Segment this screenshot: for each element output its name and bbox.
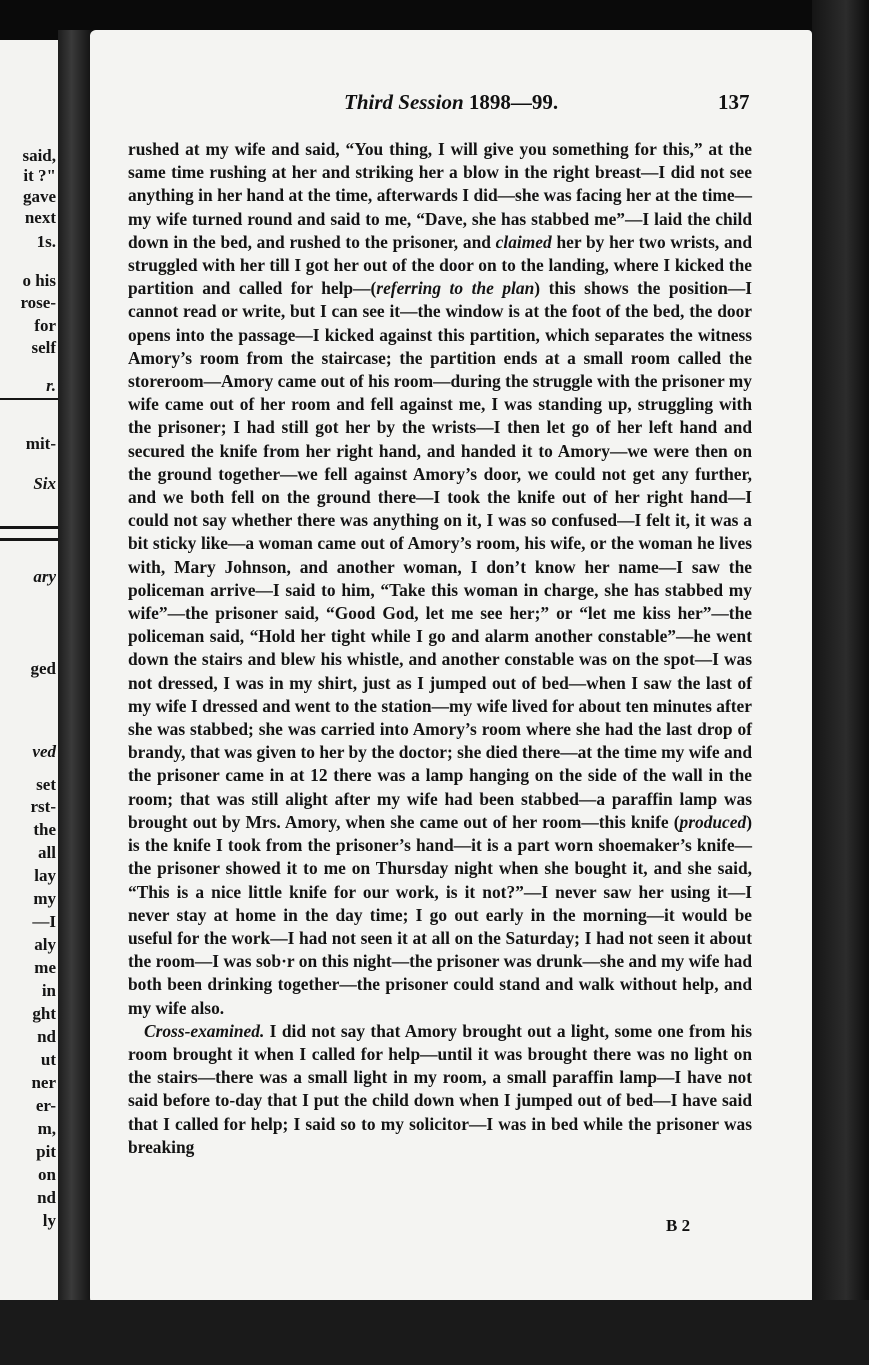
margin-fragment: 1s.	[36, 232, 56, 251]
margin-fragment: aly	[34, 935, 56, 954]
margin-fragment: on	[38, 1165, 56, 1184]
margin-fragment: —I	[32, 912, 56, 931]
book-gutter	[58, 30, 92, 1310]
cross-examination-text: I did not say that Amory brought out a light, some one from his room brought it when I called for help—until it was brought there was no light on the stairs—there was a small light in my room, a small paraffin lamp—I have not said before to-day that I put the child down when I jumped out of bed—I have said that I called for help; I said so to my solicitor—I was in bed while the prisoner was breaking	[128, 1020, 752, 1157]
margin-fragment: rst-	[30, 797, 56, 816]
margin-fragment: m,	[37, 1119, 56, 1138]
margin-fragment: pit	[36, 1142, 56, 1161]
margin-fragment: gave	[22, 187, 56, 206]
page-number: 137	[718, 90, 750, 114]
margin-rule	[0, 538, 58, 541]
italic-phrase-1: referring to the plan	[376, 278, 535, 299]
margin-fragment: all	[38, 843, 56, 862]
margin-fragment: for	[34, 316, 56, 335]
margin-fragment: o his	[22, 271, 56, 290]
margin-fragment: ved	[32, 742, 56, 761]
margin-fragment: er-	[35, 1096, 56, 1115]
running-head-title	[344, 90, 558, 115]
margin-fragment: Six	[33, 474, 56, 493]
margin-fragment: set	[36, 775, 56, 794]
margin-rule	[0, 526, 58, 529]
margin-fragment: nd	[37, 1188, 56, 1207]
margin-fragment: ly	[42, 1211, 56, 1230]
right-scan-edge	[812, 0, 869, 1365]
italic-phrase-0: claimed	[495, 231, 552, 252]
margin-fragment: ner	[31, 1073, 56, 1092]
cross-examined-label: Cross-examined.	[144, 1020, 265, 1041]
margin-fragment: me	[34, 958, 56, 977]
margin-fragment: ary	[33, 567, 56, 586]
margin-fragment: said,	[22, 146, 56, 165]
running-head	[90, 90, 812, 120]
body-text	[128, 138, 752, 1159]
margin-fragment: ut	[40, 1050, 56, 1069]
cross-examination-paragraph	[128, 1020, 752, 1159]
document-page	[90, 30, 812, 1308]
testimony-paragraph: rushed at my wife and said, “You thing, I will give you something for this,” at the same time rushing at her and striking her a blow in the right breast—I did not see anything in her hand at the time, afterwards I did—she was facing her at the time—my wife turned round and said to me, “Dave, she has stabbed me”—I laid the child down in the bed, and rushed to the prisoner, and claimed her by her two wrists, and struggled with her till I got her out of the door on to the landing, where I kicked the partition and called for help—(referring to the plan) this shows the position—I cannot read or write, but I can see it—the window is at the foot of the bed, the door opens into the passage—I kicked against this partition, which separates the witness Amory’s room from the staircase; the partition ends at a small room called the storeroom—Amory came out of his room—during the struggle with the prisoner my wife came out of her room and fell against me, I was standing up, struggling with the prisoner; I had still got her by the wrists—I then let go of her left hand and secured the knife from her right hand, and handed it to Amory—we were then on the ground together—we fell against Amory’s door, we could not get any further, and we both fell on the ground there—I took the knife out of her right hand—I could not say whether there was anything on it, I was so confused—I felt it, it was a bit sticky like—a woman came out of Amory’s room, his wife, or the woman he lives with, Mary Johnson, and another woman, I don’t know her name—I saw the policeman arrive—I said to him, “Take this woman in charge, she has stabbed my wife”—the prisoner said, “Good God, let me see her;” or “let me kiss her”—the policeman said, “Hold her tight while I go and alarm another constable”—he went down the stairs and blew his whistle, and another constable was on the spot—I was not dressed, I was in my shirt, just as I jumped out of bed—when I saw the last of my wife I dressed and went to the station—my wife lived for about ten minutes after she was stabbed; she was carried into Amory’s room where she had the last drop of brandy, that was given to her by the doctor; she died there—at the time my wife and the prisoner came in at 12 there was a lamp hanging on the side of the wall in the room; that was still alight after my wife had been stabbed—a paraffin lamp was brought out by Mrs. Amory, when she came out of her room—this knife (produced) is the knife I took from the prisoner’s hand—it is a part worn shoemaker’s knife—the prisoner showed it to me on Thursday night when she bought it, and she said, “This is a nice little knife for our work, is it not?”—I never saw her using it—I never stay at home in the day time; I go out early in the morning—it would be useful for the work—I had not seen it at all on the Saturday; I had not seen it about the room—I was sob·r on this night—the prisoner was drunk—she and my wife had both been drinking together—the prisoner could stand and walk without help, and my wife also.	[128, 139, 752, 1018]
margin-fragment: lay	[34, 866, 56, 885]
margin-fragment: the	[33, 820, 56, 839]
margin-fragment: nd	[37, 1027, 56, 1046]
signature-mark: B 2	[666, 1216, 691, 1235]
session-label: Third Session	[344, 90, 464, 114]
margin-fragment: my	[33, 889, 56, 908]
bottom-scan-edge	[0, 1300, 869, 1365]
margin-fragment: mit-	[25, 434, 56, 453]
margin-fragment: it ?"	[23, 166, 56, 185]
margin-fragment: rose-	[20, 293, 56, 312]
margin-fragment: r.	[46, 376, 56, 395]
session-years: 1898—99.	[468, 90, 559, 114]
margin-fragment: ght	[32, 1004, 56, 1023]
margin-fragment: in	[41, 981, 56, 1000]
italic-phrase-2: produced	[679, 811, 747, 832]
margin-fragment: self	[31, 338, 56, 357]
margin-rule	[0, 398, 58, 400]
margin-fragment: next	[24, 208, 56, 227]
margin-fragment: ged	[30, 659, 56, 678]
adjacent-page-fragment	[0, 40, 58, 1305]
